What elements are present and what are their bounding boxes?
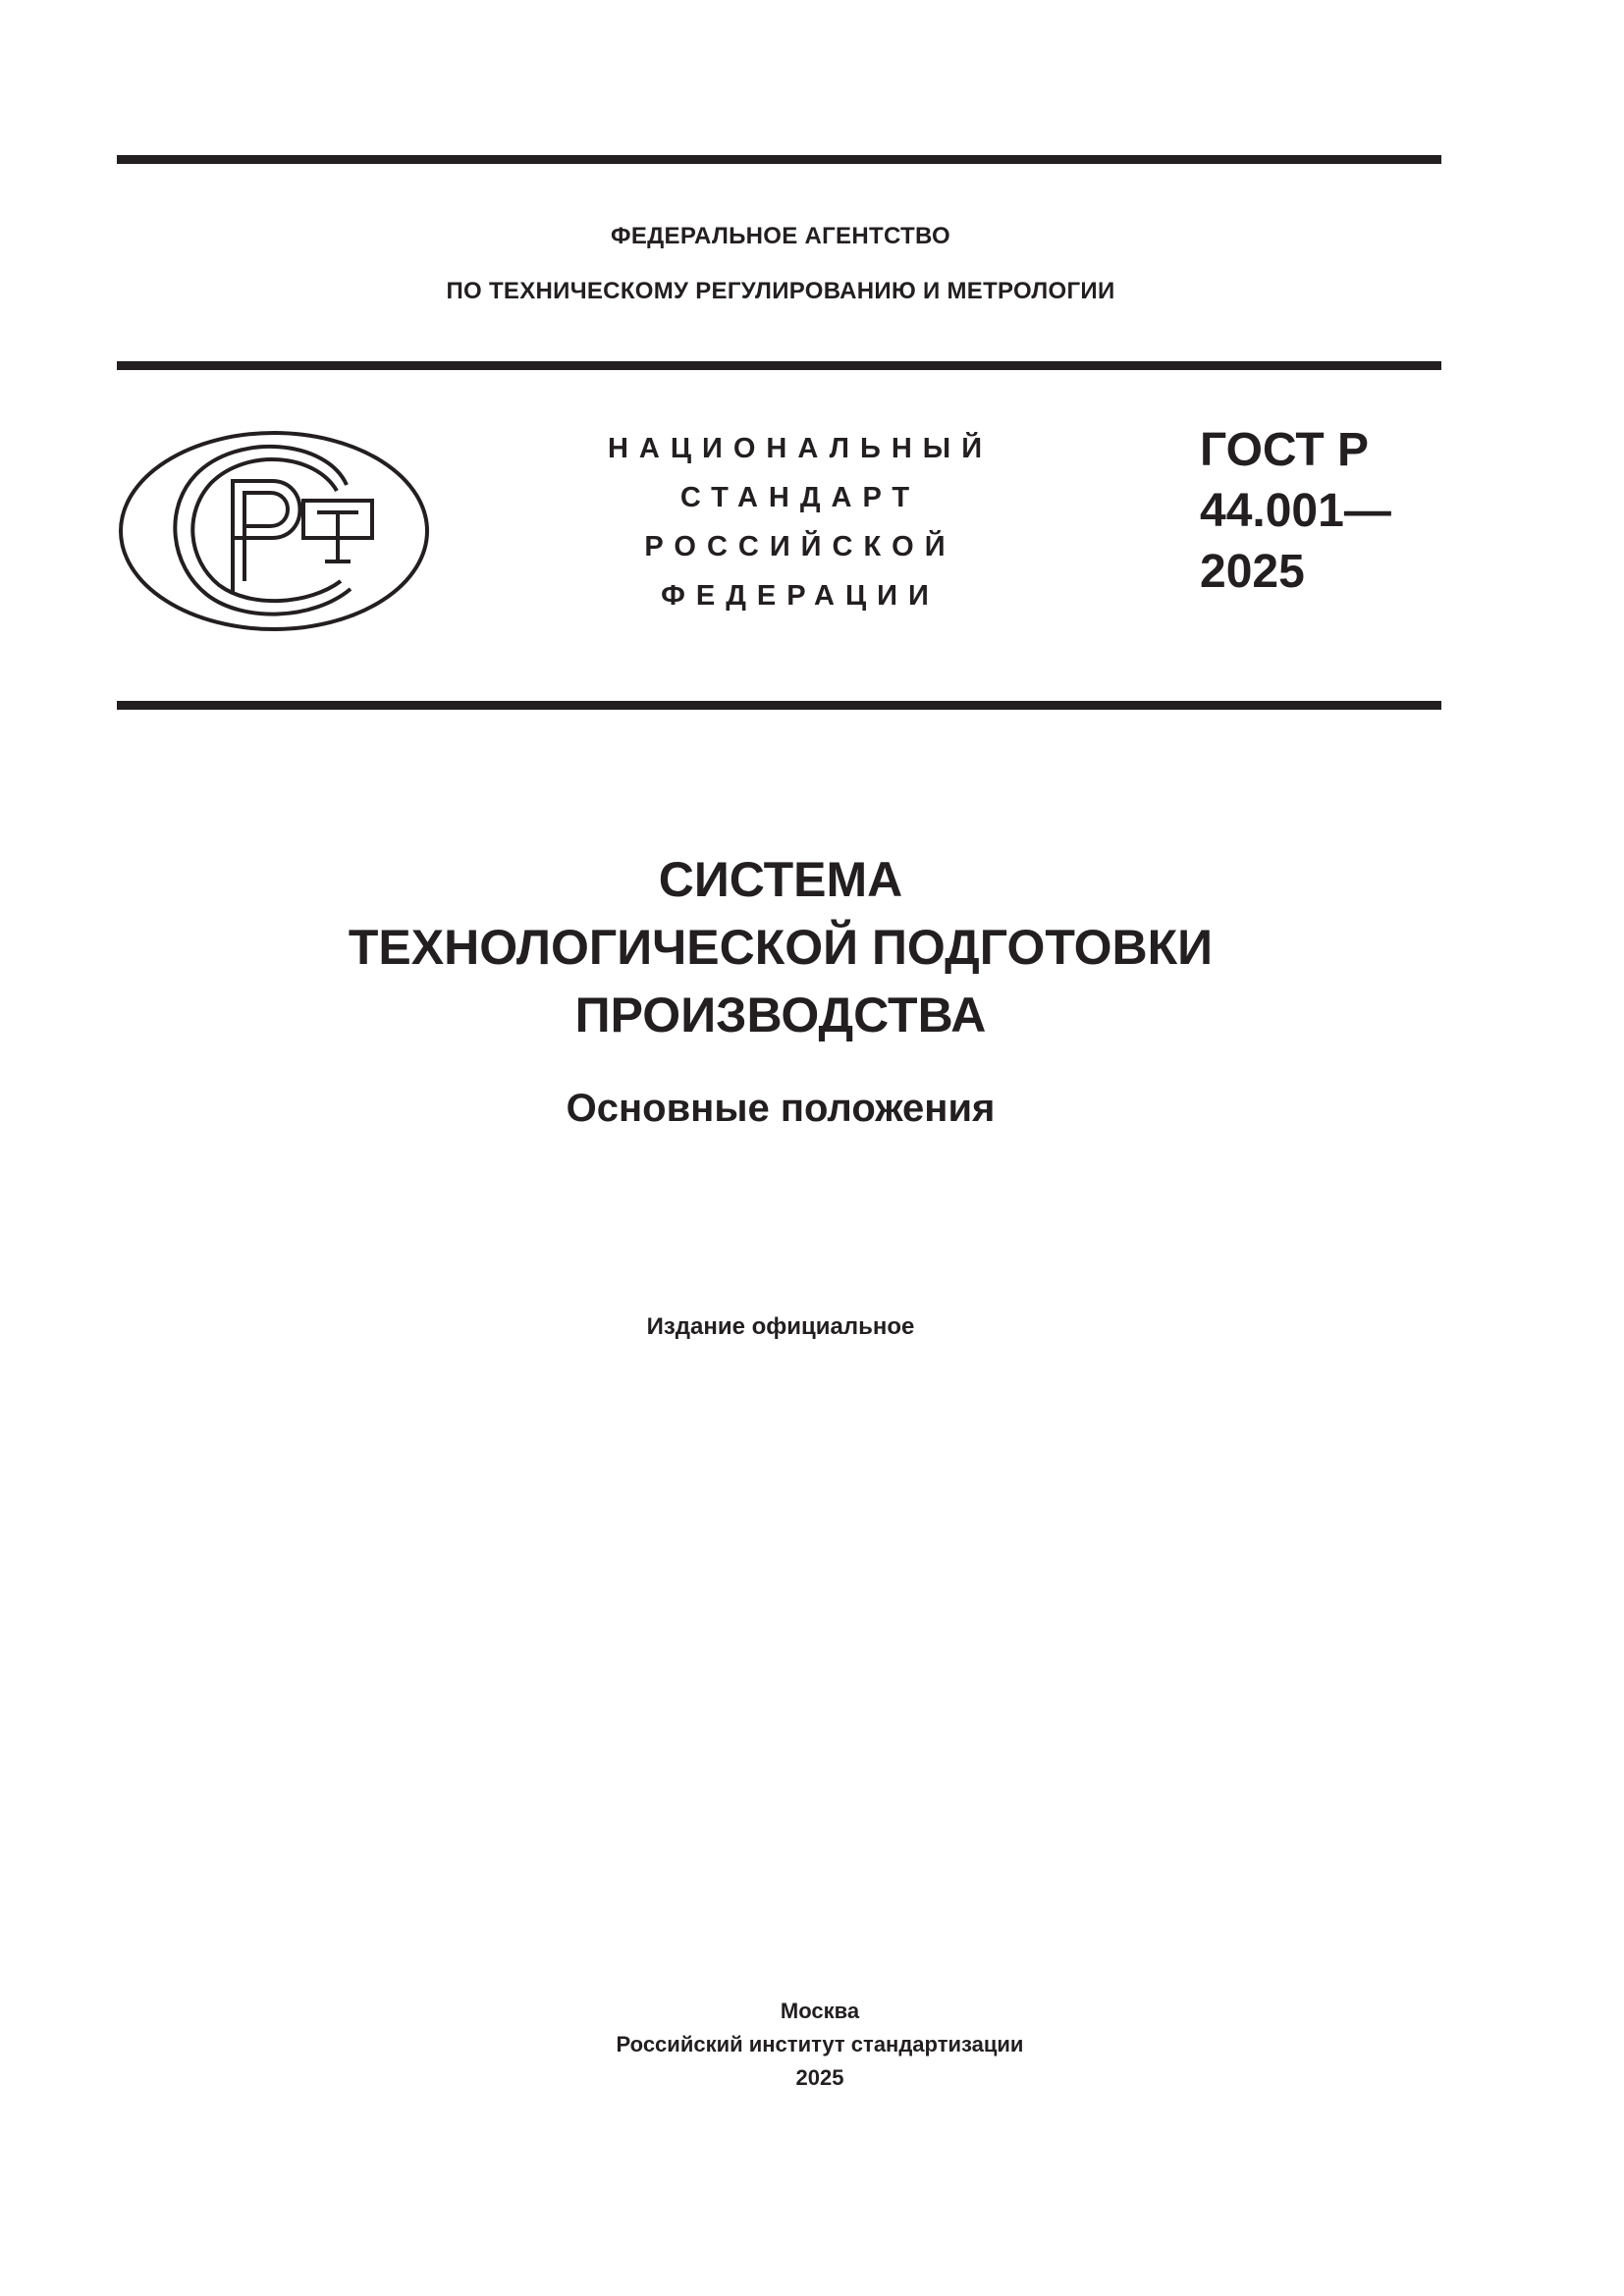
header-divider-rule [117,361,1441,370]
title-line: ПРОИЗВОДСТВА [574,988,987,1042]
agency-name-line-1: ФЕДЕРАЛЬНОЕ АГЕНТСТВО [611,223,950,249]
standard-type-line: РОССИЙСКОЙ [644,531,956,562]
standard-designation [1200,420,1391,603]
document-title [0,846,1561,1049]
imprint [0,1995,1624,2095]
edition-note: Издание официальное [646,1313,915,1340]
designation-bottom-rule [117,701,1441,710]
standard-type-line: СТАНДАРТ [679,482,921,513]
designation-line: 44.001— [1200,485,1391,537]
standard-type-line: ФЕДЕРАЦИИ [661,580,940,612]
top-rule [117,155,1441,164]
title-line: СИСТЕМА [658,852,903,907]
designation-line: ГОСТ Р [1200,424,1370,476]
imprint-city: Москва [780,1999,860,2023]
document-subtitle: Основные положения [566,1087,996,1130]
imprint-year: 2025 [795,2065,844,2090]
standard-type [550,424,1051,620]
designation-line: 2025 [1200,546,1305,598]
standard-type-line: НАЦИОНАЛЬНЫЙ [607,433,994,464]
rst-gost-mark-icon [117,428,431,634]
imprint-publisher: Российский институт стандартизации [616,2032,1024,2056]
title-line: ТЕХНОЛОГИЧЕСКОЙ ПОДГОТОВКИ [348,920,1214,975]
agency-name-line-2: ПО ТЕХНИЧЕСКОМУ РЕГУЛИРОВАНИЮ И МЕТРОЛОГИИ [446,278,1115,304]
